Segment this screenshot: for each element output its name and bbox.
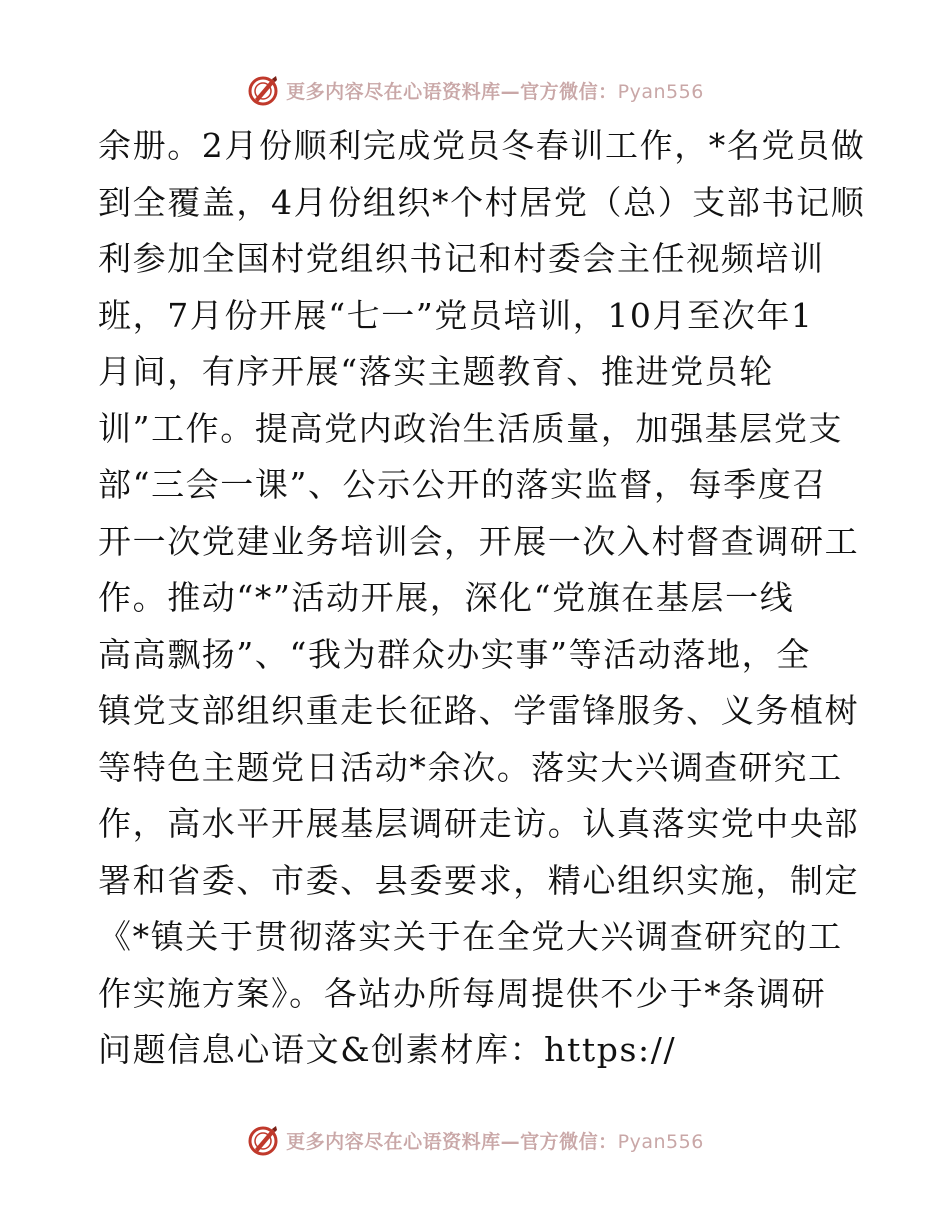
- header-banner-text: [286, 77, 704, 104]
- body-line: 作。推动“*”活动开展，深化“党旗在基层一线: [98, 578, 795, 617]
- body-line: 开一次党建业务培训会，开展一次入村督查调研工: [98, 521, 860, 561]
- body-line: 班，7月份开展“七一”党员培训，10月至次年1: [98, 295, 814, 335]
- body-line: 月间，有序开展“落实主题教育、推进党员轮: [98, 352, 774, 391]
- body-line: 《*镇关于贯彻落实关于在全党大兴调查研究的工: [98, 917, 843, 956]
- footer-banner-label: 更多内容尽在心语资料库—官方微信：: [286, 1130, 618, 1153]
- body-line: 等特色主题党日活动*余次。落实大兴调查研究工: [98, 747, 843, 787]
- body-line: 高高飘扬”、“我为群众办实事”等活动落地，全: [98, 634, 811, 674]
- body-line: 训”工作。提高党内政治生活质量，加强基层党支: [98, 408, 844, 448]
- body-line: 作实施方案》。各站办所每周提供不少于*条调研: [98, 973, 827, 1013]
- footer-banner-handle: Pyan556: [617, 1130, 704, 1153]
- body-line: 作，高水平开展基层调研走访。认真落实党中央部: [98, 804, 860, 843]
- header-banner-label: 更多内容尽在心语资料库—官方微信：: [286, 80, 618, 103]
- footer-banner: [0, 1120, 950, 1160]
- body-line: 到全覆盖，4月份组织*个村居党（总）支部书记顺: [98, 182, 866, 222]
- body-line: 署和省委、市委、县委要求，精心组织实施，制定: [98, 860, 860, 900]
- body-line: 余册。2月份顺利完成党员冬春训工作，*名党员做: [98, 126, 866, 165]
- header-banner: [0, 70, 950, 110]
- header-banner-handle: Pyan556: [617, 80, 704, 103]
- body-line: 镇党支部组织重走长征路、学雷锋服务、义务植树: [98, 691, 860, 730]
- pen-circle-icon: [246, 1123, 280, 1157]
- document-body: [98, 118, 868, 1079]
- body-line: 部“三会一课”、公示公开的落实监督，每季度召: [98, 465, 827, 504]
- footer-banner-text: [286, 1127, 704, 1154]
- pen-circle-icon: [246, 73, 280, 107]
- body-line: 利参加全国村党组织书记和村委会主任视频培训: [98, 239, 825, 278]
- body-line: 问题信息心语文&创素材库：https://: [98, 1030, 677, 1069]
